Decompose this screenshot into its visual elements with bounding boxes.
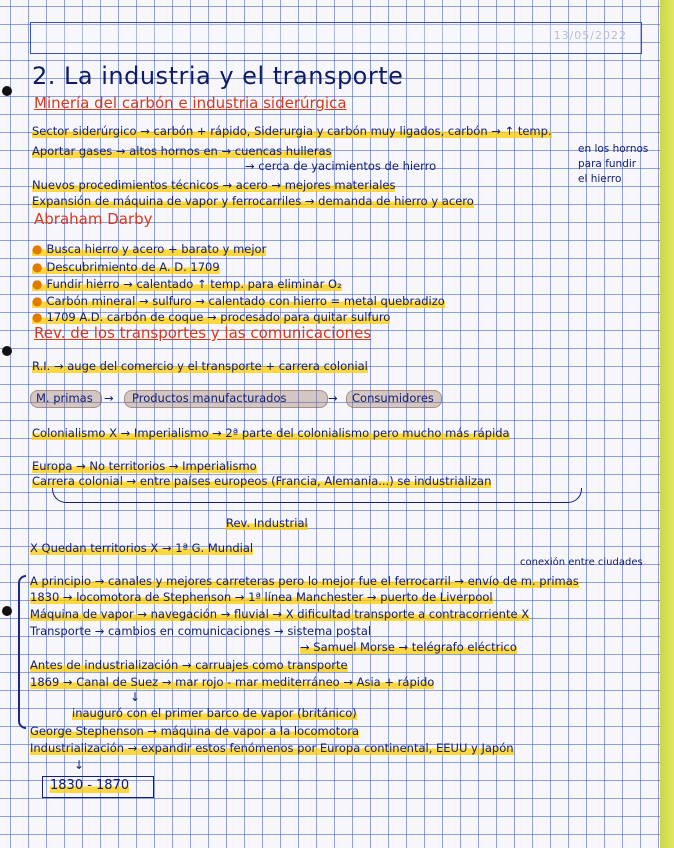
- arrow-icon: →: [328, 391, 338, 405]
- bullet-icon: ●: [32, 260, 43, 274]
- date-range: 1830 - 1870: [50, 778, 130, 793]
- notebook-edge: [660, 0, 674, 848]
- bullet-icon: ●: [32, 310, 43, 324]
- note-side: el hierro: [578, 173, 622, 185]
- bullet-item: [32, 242, 266, 256]
- binder-hole: [2, 86, 12, 96]
- note-line: Antes de industrialización → carruajes como transporte: [30, 658, 348, 672]
- note-line: Carrera colonial → entre países europeos (Francia, Alemania...) se industrializan: [32, 474, 492, 488]
- margin-bracket: [18, 575, 26, 729]
- note-line: A principio → canales y mejores carreteras pero lo mejor fue el ferrocarril → envío de m. primas: [30, 574, 579, 588]
- bullet-icon: ●: [32, 294, 43, 308]
- note-line: inauguró con el primer barco de vapor (británico): [72, 706, 357, 720]
- note-line: Máquina de vapor → navegación → fluvial → X dificultad transporte a contracorriente X: [30, 607, 530, 621]
- heading-transportes: Rev. de los transportes y las comunicaciones: [34, 324, 372, 342]
- note-line: Colonialismo X → Imperialismo → 2ª parte del colonialismo pero mucho más rápida: [32, 426, 510, 440]
- arrow-down-icon: ↓: [130, 690, 141, 704]
- arrow-icon: →: [104, 391, 114, 405]
- note-side: en los hornos: [578, 143, 649, 155]
- bullet-text: Busca hierro y acero + barato y mejor: [46, 242, 267, 256]
- bullet-item: [32, 294, 445, 308]
- note-label: Rev. Industrial: [226, 516, 308, 530]
- note-line: X Quedan territorios X → 1ª G. Mundial: [30, 541, 254, 555]
- page-title: 2. La industria y el transporte: [32, 62, 404, 90]
- note-line: 1869 → Canal de Suez → mar rojo - mar mediterráneo → Asia + rápido: [30, 675, 435, 689]
- binder-hole: [2, 606, 12, 616]
- note-line: Expansión de máquina de vapor y ferrocarriles → demanda de hierro y acero: [32, 194, 474, 208]
- header-box: [30, 22, 642, 54]
- note-line: Nuevos procedimientos técnicos → acero → mejores materiales: [32, 178, 396, 192]
- header-faint-text: 13/05/2022: [553, 29, 627, 42]
- note-line: Industrialización → expandir estos fenómenos por Europa continental, EEUU y Japón: [30, 741, 514, 755]
- note-line: Transporte → cambios en comunicaciones → sistema postal: [30, 624, 372, 638]
- note-line: → cerca de yacimientos de hierro: [245, 159, 437, 173]
- bullet-text: Descubrimiento de A. D. 1709: [46, 260, 220, 274]
- binder-hole: [2, 346, 12, 356]
- bullet-text: Fundir hierro → calentado ↑ temp. para eliminar O₂: [46, 277, 342, 291]
- note-line: George Stephenson → máquina de vapor a la locomotora: [30, 724, 360, 738]
- bullet-item: [32, 260, 220, 274]
- brace: [52, 488, 582, 503]
- bullet-item: [32, 277, 342, 291]
- bullet-text: Carbón mineral → sulfuro → calentado con hierro = metal quebradizo: [46, 294, 445, 308]
- note-line: → Samuel Morse → telégrafo eléctrico: [300, 640, 517, 654]
- note-line: Sector siderúrgico → carbón + rápido, Siderurgia y carbón muy ligados, carbón → ↑ temp.: [32, 124, 552, 138]
- bullet-icon: ●: [32, 242, 43, 256]
- flow-item: M. primas: [36, 391, 93, 405]
- flow-item: Consumidores: [352, 391, 434, 405]
- heading-darby: Abraham Darby: [34, 210, 153, 228]
- note-line: Aportar gases → altos hornos en → cuencas hulleras: [32, 144, 332, 158]
- bullet-text: 1709 A.D. carbón de coque → procesado para quitar sulfuro: [46, 310, 391, 324]
- note-side: para fundir: [578, 158, 637, 170]
- note-line: R.I. → auge del comercio y el transporte + carrera colonial: [32, 359, 368, 373]
- bullet-item: [32, 310, 390, 324]
- arrow-down-icon: ↓: [74, 758, 85, 772]
- note-line: 1830 → locomotora de Stephenson → 1ª línea Manchester → puerto de Liverpool: [30, 590, 493, 604]
- heading-mineria: Minería del carbón e industria siderúrgica: [34, 94, 347, 112]
- flow-item: Productos manufacturados: [132, 391, 287, 405]
- note-line: Europa → No territorios → Imperialismo: [32, 459, 257, 473]
- bullet-icon: ●: [32, 277, 43, 291]
- note-side: conexión entre ciudades: [520, 557, 643, 568]
